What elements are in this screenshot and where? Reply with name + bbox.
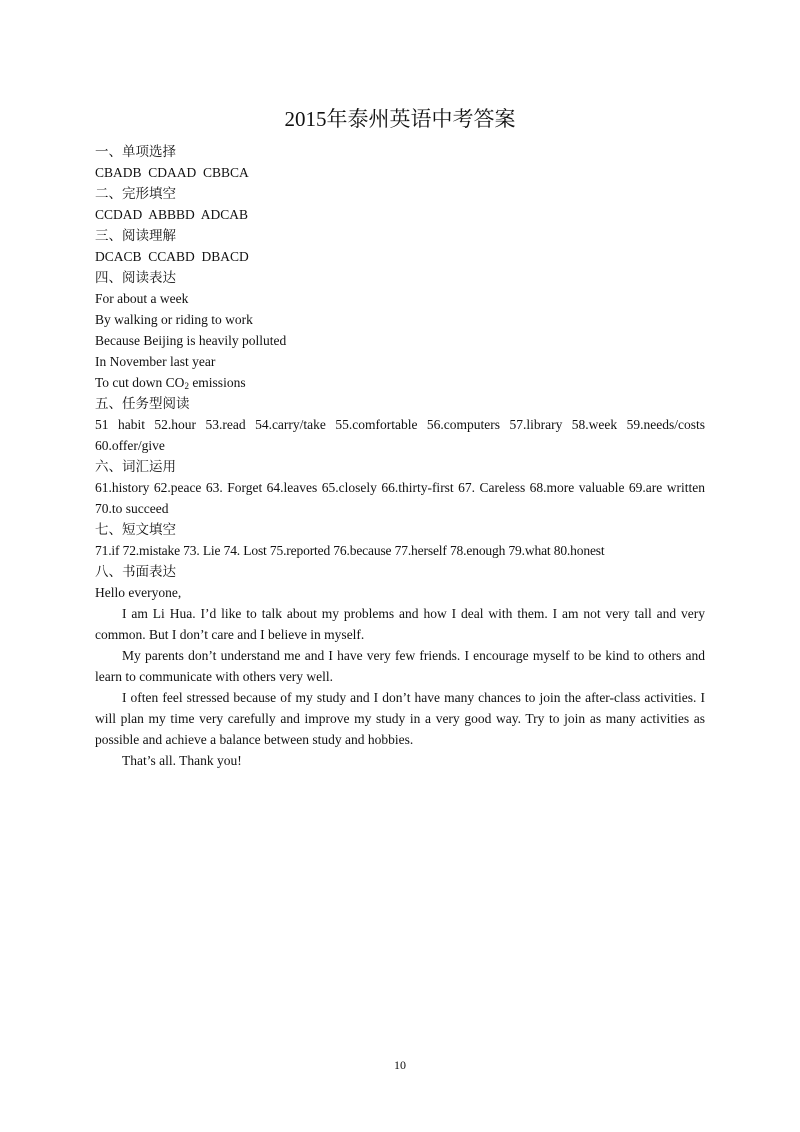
section-3-heading: 三、阅读理解 xyxy=(95,228,176,243)
answer-5-subscript: 2 xyxy=(184,381,189,391)
section-5-answers: 51 habit 52.hour 53.read 54.carry/take 55.comfortable 56.computers 57.library 58.week 59.needs/costs 60.offer/give xyxy=(95,417,705,453)
section-4-answer-4: In November last year xyxy=(95,354,216,369)
essay-closing: That’s all. Thank you! xyxy=(122,753,242,768)
section-7-answers: 71.if 72.mistake 73. Lie 74. Lost 75.reported 76.because 77.herself 78.enough 79.what 80.honest xyxy=(95,543,605,558)
section-6-heading: 六、词汇运用 xyxy=(95,459,176,474)
section-7-heading: 七、短文填空 xyxy=(95,522,176,537)
section-6-answers: 61.history 62.peace 63. Forget 64.leaves 65.closely 66.thirty-first 67. Careless 68.more valuable 69.are written 70.to succeed xyxy=(95,480,705,516)
page-number: 10 xyxy=(394,1058,406,1072)
essay-paragraph-2: My parents don’t understand me and I have very few friends. I encourage myself to be kind to others and learn to communicate with others very well. xyxy=(95,648,705,684)
section-1-answers: CBADB CDAAD CBBCA xyxy=(95,165,249,180)
essay-greeting: Hello everyone, xyxy=(95,585,182,600)
section-2-answers: CCDAD ABBBD ADCAB xyxy=(95,207,249,222)
section-3-answers: DCACB CCABD DBACD xyxy=(95,249,249,264)
section-2-heading: 二、完形填空 xyxy=(95,186,176,201)
answer-content xyxy=(95,141,705,771)
answer-5-prefix: To cut down CO xyxy=(95,375,185,390)
section-4-answer-5 xyxy=(95,372,705,393)
section-1-heading: 一、单项选择 xyxy=(95,144,176,159)
section-4-heading: 四、阅读表达 xyxy=(95,270,176,285)
answer-5-suffix: emissions xyxy=(188,375,246,390)
essay-paragraph-1: I am Li Hua. I’d like to talk about my problems and how I deal with them. I am not very tall and very common. But I don’t care and I believe in myself. xyxy=(95,606,705,642)
section-4-answer-2: By walking or riding to work xyxy=(95,312,253,327)
section-5-heading: 五、任务型阅读 xyxy=(95,396,190,411)
section-4-answer-3: Because Beijing is heavily polluted xyxy=(95,333,287,348)
section-4-answer-1: For about a week xyxy=(95,291,189,306)
essay-paragraph-3: I often feel stressed because of my study and I don’t have many chances to join the after-class activities. I will plan my time very carefully and improve my study in a very good way. Try to join as many activities as possible and achieve a balance between study and hobbies. xyxy=(95,690,705,747)
section-8-heading: 八、书面表达 xyxy=(95,564,176,579)
page-title: 2015年泰州英语中考答案 xyxy=(284,107,516,131)
